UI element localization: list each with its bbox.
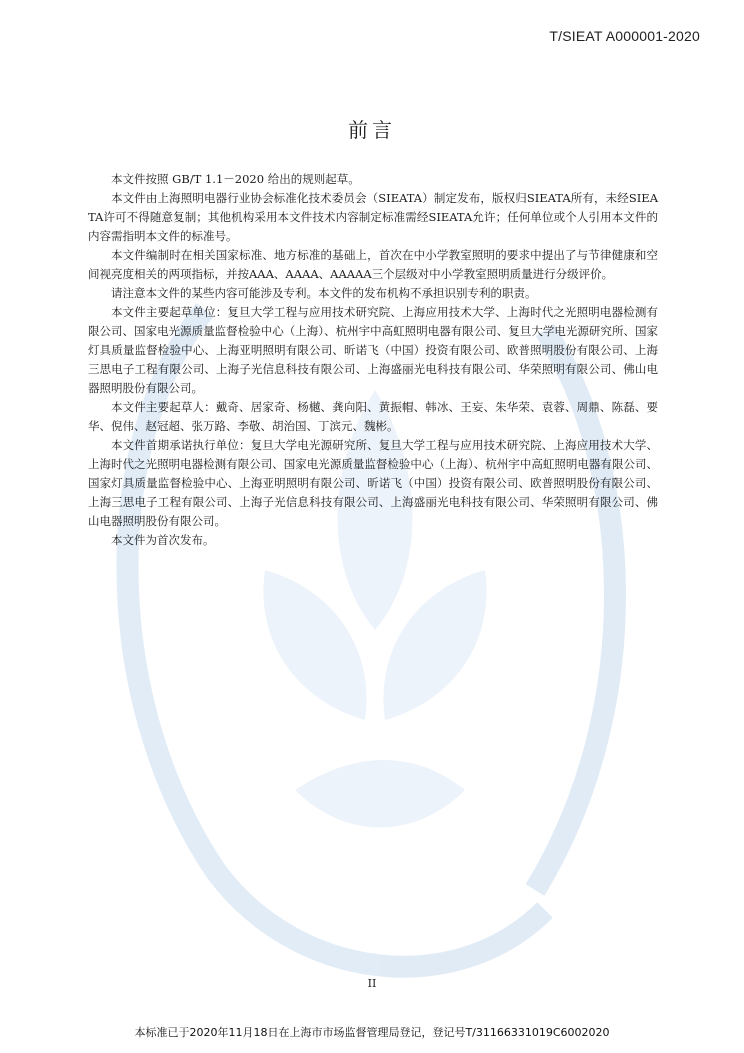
registration-notice: 本标准已于2020年11月18日在上海市市场监督管理局登记，登记号T/31166331019C6002020	[134, 1026, 610, 1039]
paragraph-drafting-rules: 本文件按照 GB/T 1.1－2020 给出的规则起草。	[111, 172, 360, 186]
paragraph-scope: 本文件编制时在相关国家标准、地方标准的基础上，首次在中小学教室照明的要求中提出了与节律健康和空间视亮度相关的两项指标，并按AAA、AAAA、AAAAA三个层级对中小学教室照明质量进行分级评价。	[88, 248, 658, 281]
paragraph-implementing-units: 本文件首期承诺执行单位：复旦大学电光源研究所、复旦大学工程与应用技术研究院、上海应用技术大学、上海时代之光照明电器检测有限公司、国家电光源质量监督检验中心（上海）、杭州宇中高虹照明电器有限公司、国家灯具质量监督检验中心、上海亚明照明有限公司、昕诺飞（中国）投资有限公司、欧普照明股份有限公司、上海三思电子工程有限公司、上海子光信息科技有限公司、上海盛丽光电科技有限公司、华荣照明有限公司、佛山电器照明股份有限公司。	[88, 438, 658, 528]
page-title: 前言	[348, 118, 396, 142]
foreword-body	[88, 170, 658, 550]
paragraph-copyright: 本文件由上海照明电器行业协会标准化技术委员会（SIEATA）制定发布，版权归SIEATA所有，未经SIEATA许可不得随意复制；其他机构采用本文件技术内容制定标准需经SIEATA允许；任何单位或个人引用本文件的内容需指明本文件的标准号。	[88, 191, 658, 243]
paragraph-drafters: 本文件主要起草人：戴奇、居家奇、杨樾、龚向阳、黄振帽、韩冰、王妄、朱华荣、袁蓉、周鼎、陈磊、要华、倪伟、赵冠超、张万路、李敬、胡治国、丁滨元、魏彬。	[88, 400, 658, 433]
standard-number: T/SIEAT A000001-2020	[549, 28, 700, 44]
paragraph-first-release: 本文件为首次发布。	[111, 533, 215, 547]
paragraph-drafting-units: 本文件主要起草单位：复旦大学工程与应用技术研究院、上海应用技术大学、上海时代之光照明电器检测有限公司、国家电光源质量监督检验中心（上海）、杭州宇中高虹照明电器有限公司、复旦大学电光源研究所、国家灯具质量监督检验中心、上海亚明照明有限公司、昕诺飞（中国）投资有限公司、欧普照明股份有限公司、上海三思电子工程有限公司、上海子光信息科技有限公司、上海盛丽光电科技有限公司、华荣照明有限公司、佛山电器照明股份有限公司。	[88, 305, 658, 395]
page-number: II	[367, 977, 377, 990]
paragraph-patent-notice: 请注意本文件的某些内容可能涉及专利。本文件的发布机构不承担识别专利的职责。	[111, 286, 537, 300]
